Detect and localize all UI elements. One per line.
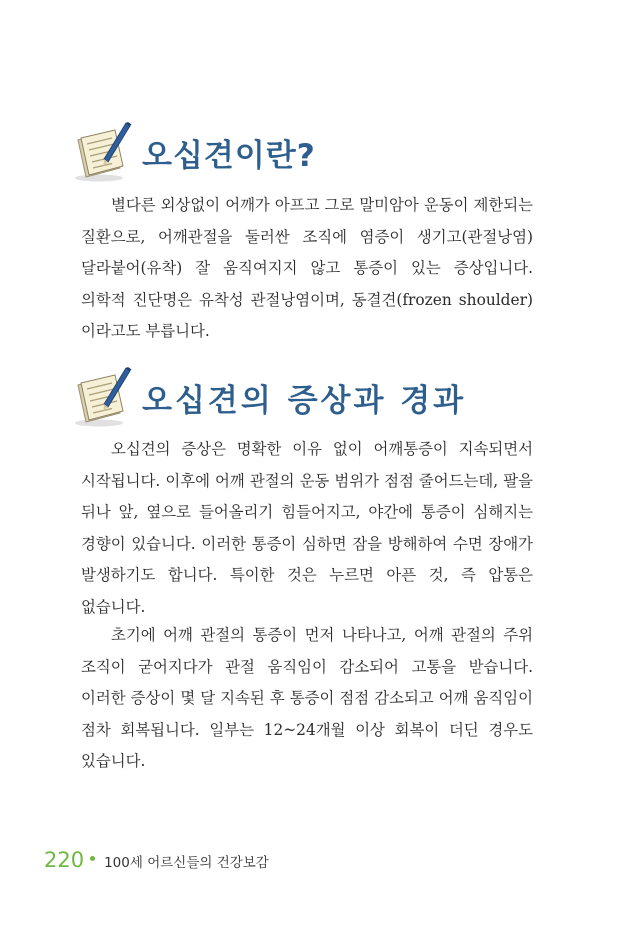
section-title: 오십견이란? xyxy=(142,137,316,174)
notepad-pen-icon xyxy=(72,365,134,429)
page-number: 220 xyxy=(44,848,85,872)
paragraph-symptoms: 오십견의 증상은 명확한 이유 없이 어깨통증이 지속되면서 시작됩니다. 이후에 어깨 관절의 운동 범위가 점점 줄어드는데, 팔을 뒤나 앞, 옆으로 들어올리기 힘들어지고, 야간에 통증이 심해지는 경향이 있습니다. 이러한 통증이 심하면 잠을 방해하여 수면 장애가 발생하기도 합니다. 특이한 것은 누르면 아픈 것, 즉 압통은 없습니다. xyxy=(81,440,533,616)
paragraph-definition: 별다른 외상없이 어깨가 아프고 그로 말미암아 운동이 제한되는 질환으로, 어깨관절을 둘러싼 조직에 염증이 생기고(관절낭염) 달라붙어(유착) 잘 움직여지지 않고 통증이 있는 증상입니다. 의학적 진단명은 유착성 관절낭염이며, 동결견(frozen shoulder)이라고도 부릅니다. xyxy=(81,196,533,340)
paragraph-course: 초기에 어깨 관절의 통증이 먼저 나타나고, 어깨 관절의 주위 조직이 굳어지다가 관절 움직임이 감소되어 고통을 받습니다. 이러한 증상이 몇 달 지속된 후 통증이 점점 감소되고 어깨 움직임이 점차 회복됩니다. 일부는 12~24개월 이상 회복이 더딘 경우도 있습니다. xyxy=(81,626,533,770)
section-heading-symptoms-and-course xyxy=(72,365,466,429)
page-footer xyxy=(44,848,269,872)
section-title: 오십견의 증상과 경과 xyxy=(142,382,467,419)
bullet-dot-icon xyxy=(90,856,95,861)
book-title: 100세 어르신들의 건강보감 xyxy=(104,855,269,871)
notepad-pen-icon xyxy=(72,120,134,184)
section-heading-what-is-frozen-shoulder xyxy=(72,120,316,184)
